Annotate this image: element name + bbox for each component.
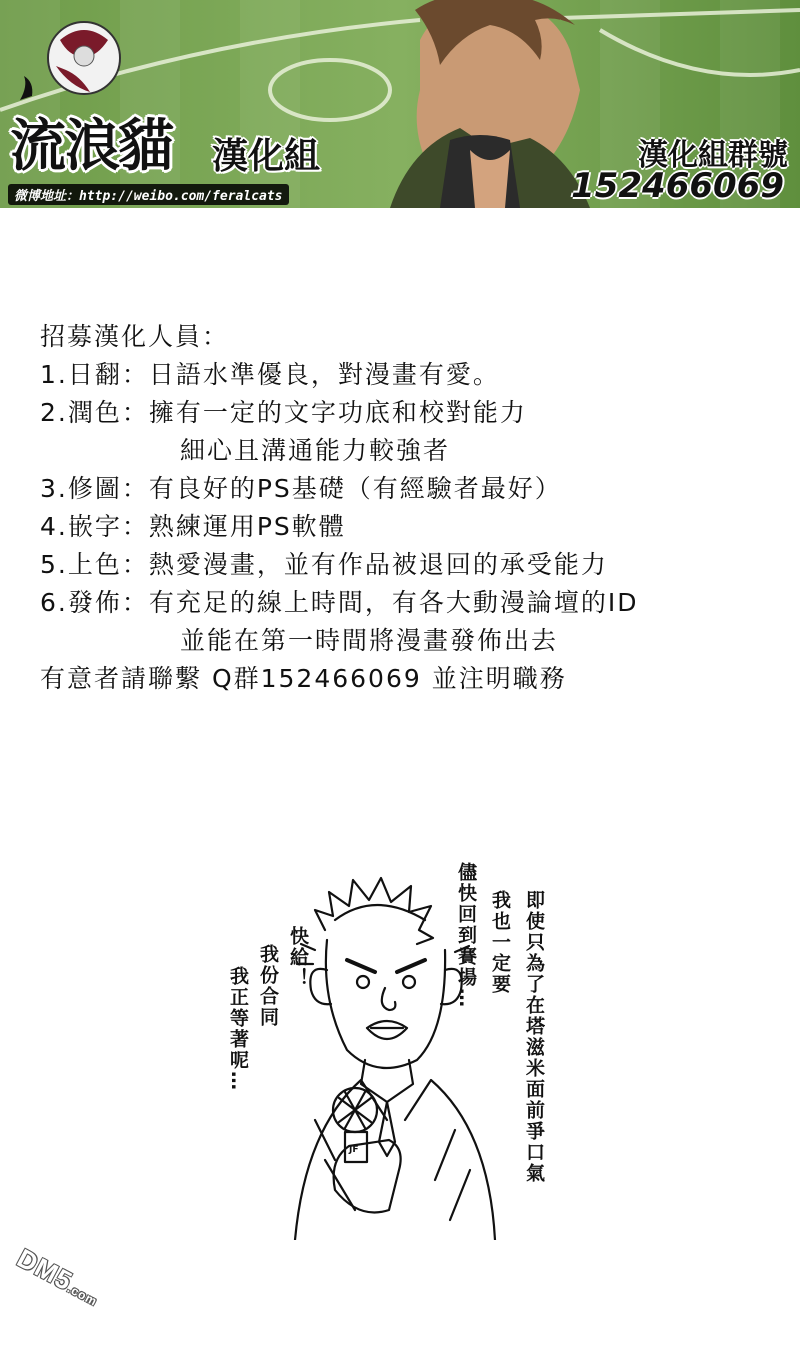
group-label: 漢化組群號 — [638, 138, 788, 173]
recruit-line-1: 1.日翻：日語水準優良，對漫畫有愛。 — [40, 360, 500, 389]
group-number: 152466069 — [571, 166, 784, 206]
recruit-line-2b: 細心且溝通能力較強者 — [180, 436, 451, 465]
logo-title: 流浪貓 — [10, 114, 172, 179]
watermark-sub: .com — [64, 1281, 100, 1309]
speech-column-5: 我份合同 — [257, 944, 279, 1028]
speech-column-1: 即使只為了在塔滋米面前爭口氣 — [523, 890, 545, 1184]
speech-column-2: 我也一定要 — [489, 890, 511, 995]
recruitment-notice — [40, 318, 638, 698]
recruit-line-6b: 並能在第一時間將漫畫發佈出去 — [180, 626, 559, 655]
soccer-ball-icon — [48, 22, 120, 94]
recruit-line-4: 4.嵌字：熟練運用PS軟體 — [40, 512, 346, 541]
header-banner — [0, 0, 800, 208]
speech-column-4: 快給！ — [287, 926, 309, 989]
recruit-line-5: 5.上色：熱愛漫畫，並有作品被退回的承受能力 — [40, 550, 608, 579]
recruit-line-3: 3.修圖：有良好的PS基礎（有經驗者最好） — [40, 474, 562, 503]
recruit-line-2: 2.潤色：擁有一定的文字功底和校對能力 — [40, 398, 527, 427]
recruit-contact: 有意者請聯繫 Q群152466069 並注明職務 — [40, 664, 567, 693]
watermark-text: DM5 — [12, 1242, 78, 1297]
logo-subtitle: 漢化組 — [212, 136, 321, 177]
recruit-title: 招募漢化人員： — [40, 322, 230, 351]
speech-column-6: 我正等著呢… — [227, 966, 249, 1092]
site-watermark — [12, 1243, 106, 1313]
speech-column-3: 儘快回到賽場… — [455, 862, 477, 1009]
weibo-address: 微博地址：http://weibo.com/feralcats — [8, 184, 289, 205]
svg-text:JF: JF — [349, 1145, 359, 1155]
recruit-line-6: 6.發佈：有充足的線上時間，有各大動漫論壇的ID — [40, 588, 639, 617]
